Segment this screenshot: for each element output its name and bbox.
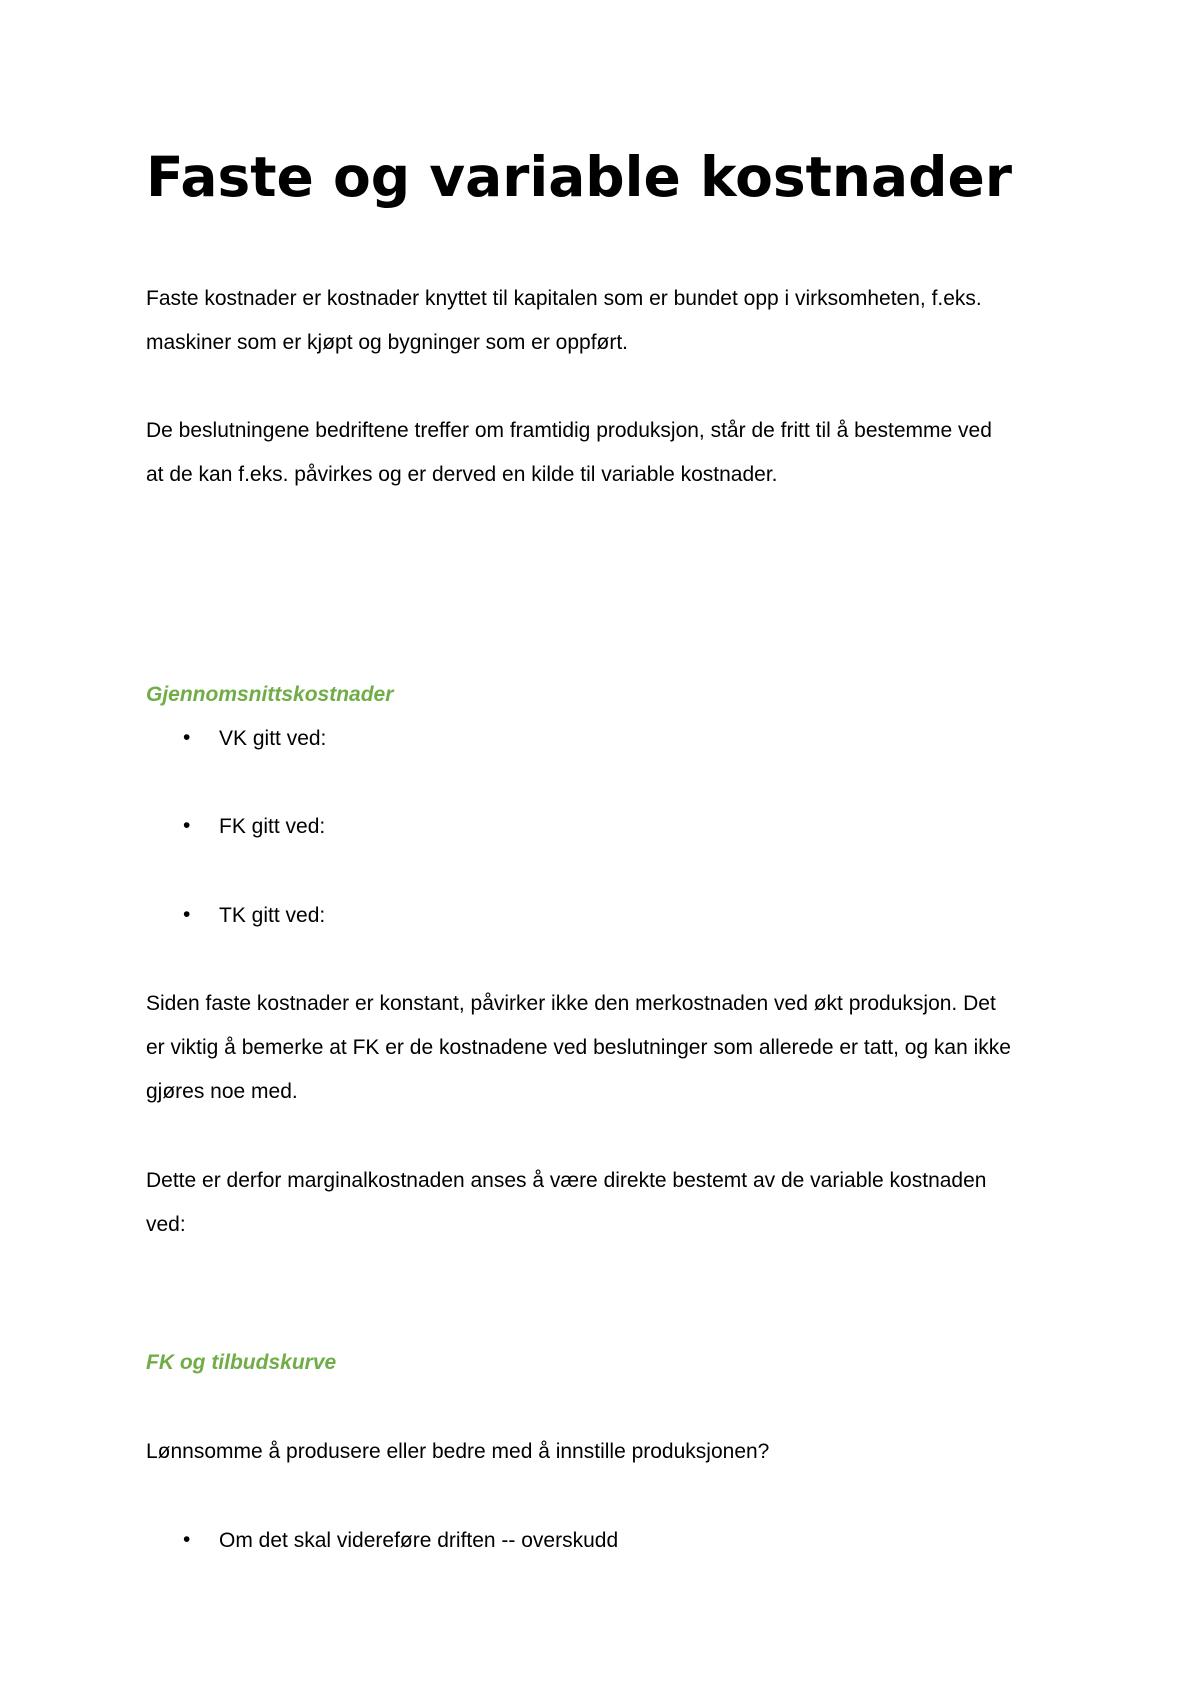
paragraph-line: Faste kostnader er kostnader knyttet til kapitalen som er bundet opp i virksomheten, f.eks. (146, 287, 982, 310)
paragraph-line: maskiner som er kjøpt og bygninger som er oppført. (146, 331, 629, 354)
bullet-icon: • (183, 1528, 191, 1551)
list-item-text: Om det skal videreføre driften -- overskudd (219, 1529, 619, 1552)
paragraph-line: De beslutningene bedriftene treffer om framtidig produksjon, står de fritt til å bestemme ved (146, 419, 992, 442)
paragraph-fixed-costs (146, 277, 1086, 365)
paragraph-marginal-cost (146, 982, 1086, 1114)
paragraph-line: er viktig å bemerke at FK er de kostnadene ved beslutninger som allerede er tatt, og kan ikke (146, 1036, 1011, 1059)
list-item-text: TK gitt ved: (219, 904, 326, 927)
paragraph-line: Dette er derfor marginalkostnaden anses å være direkte bestemt av de variable kostnaden (146, 1169, 987, 1192)
paragraph-line: at de kan f.eks. påvirkes og er derved en kilde til variable kostnader. (146, 463, 778, 486)
list-item-text: FK gitt ved: (219, 815, 326, 838)
paragraph-line: Siden faste kostnader er konstant, påvirker ikke den merkostnaden ved økt produksjon. Det (146, 992, 996, 1015)
bullet-icon: • (183, 814, 191, 837)
bullet-icon: • (183, 726, 191, 749)
paragraph-variable-costs (146, 1159, 1086, 1247)
paragraph-question (146, 1430, 1086, 1474)
section-heading-supply-curve: FK og tilbudskurve (146, 1351, 337, 1374)
paragraph-decisions (146, 409, 1086, 497)
bullet-icon: • (183, 903, 191, 926)
paragraph-line: gjøres noe med. (146, 1080, 298, 1103)
paragraph-line: ved: (146, 1213, 186, 1236)
page-title: Faste og variable kostnader (146, 145, 1012, 209)
list-item-text: VK gitt ved: (219, 727, 327, 750)
paragraph-line: Lønnsomme å produsere eller bedre med å innstille produksjonen? (146, 1440, 770, 1463)
section-heading-average-costs: Gjennomsnittskostnader (146, 683, 394, 706)
